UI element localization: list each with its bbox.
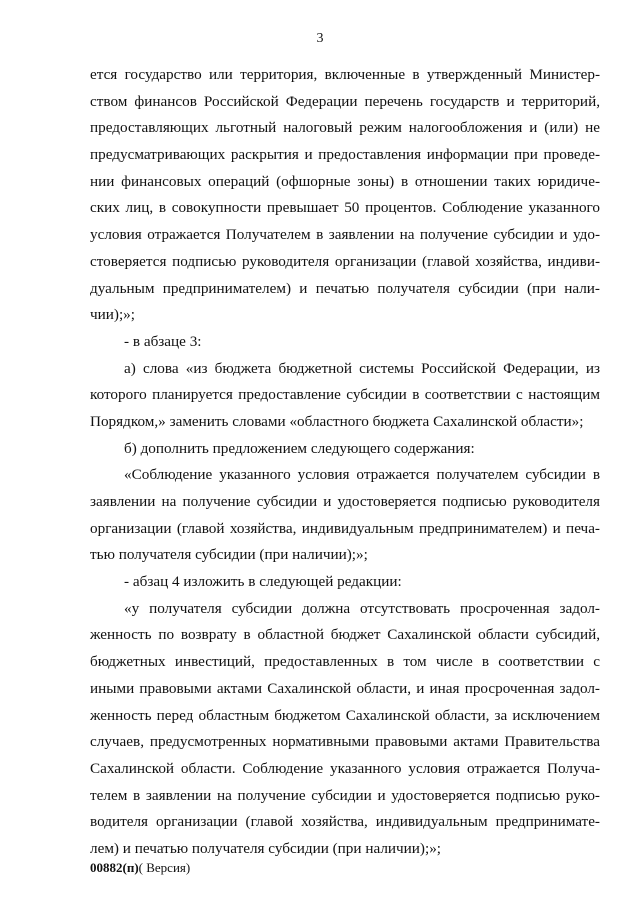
text-line: заявлении на получение субсидии и удостоверяется подписью руководителя [90,493,600,510]
text-line: нии финансовых операций (офшорные зоны) в отношении таких юридиче- [90,172,600,190]
text-line: а) слова «из бюджета бюджетной системы Российской Федерации, из [124,359,600,377]
text-line: тью получателя субсидии (при наличии);»; [90,546,368,564]
text-line: случаев, предусмотренных нормативными правовыми актами Правительства [90,733,600,751]
text-line: организации (главой хозяйства, индивидуальным предпринимателем) и печа- [90,519,600,537]
text-line: предоставляющих льготный налоговый режим налогообложения и (или) не [90,119,600,137]
text-line: бюджетных инвестиций, предоставленных в том числе в соответствии с [90,653,600,671]
text-line: условия отражается Получателем в заявлении на получение субсидии и удо- [90,226,600,244]
text-line: телем в заявлении на получение субсидии и удостоверяется подписью руко- [90,786,600,804]
document-version: ( Версия) [138,860,191,875]
text-line: чии);»; [90,306,135,324]
text-line: б) дополнить предложением следующего содержания: [124,439,475,457]
document-footer [90,860,190,876]
text-line: женность по возврату в областной бюджет Сахалинской области субсидий, [90,626,600,644]
text-line: стоверяется подписью руководителя организации (главой хозяйства, индиви- [90,252,600,270]
text-line: водителя организации (главой хозяйства, индивидуальным предпринимате- [90,813,600,831]
text-line: женность перед областным бюджетом Сахалинской области, за исключением [90,706,600,724]
text-line: иными правовыми актами Сахалинской области, и иная просроченная задол- [90,679,600,697]
text-line: - абзац 4 изложить в следующей редакции: [124,573,402,591]
text-line: ством финансов Российской Федерации перечень государств и территорий, [90,92,600,110]
text-line: - в абзаце 3: [124,332,202,350]
text-line: ских лиц, в совокупности превышает 50 процентов. Соблюдение указанного [90,199,600,217]
text-line: Порядком,» заменить словами «областного бюджета Сахалинской области»; [90,412,584,430]
text-line: «у получателя субсидии должна отсутствовать просроченная задол- [124,599,600,617]
text-line: ется государство или территория, включенные в утвержденный Министер- [90,66,600,83]
text-line: которого планируется предоставление субсидии в соответствии с настоящим [90,386,600,404]
text-line: дуальным предпринимателем) и печатью получателя субсидии (при нали- [90,279,600,297]
text-line: Сахалинской области. Соблюдение указанного условия отражается Получа- [90,759,600,777]
document-code: 00882(п) [90,860,139,875]
text-line: лем) и печатью получателя субсидии (при наличии);»; [90,839,442,857]
text-line: «Соблюдение указанного условия отражается получателем субсидии в [124,466,600,484]
text-line: предусматривающих раскрытия и предоставления информации при проведе- [90,146,600,164]
page-number: 3 [316,31,324,46]
document-body [90,62,600,863]
